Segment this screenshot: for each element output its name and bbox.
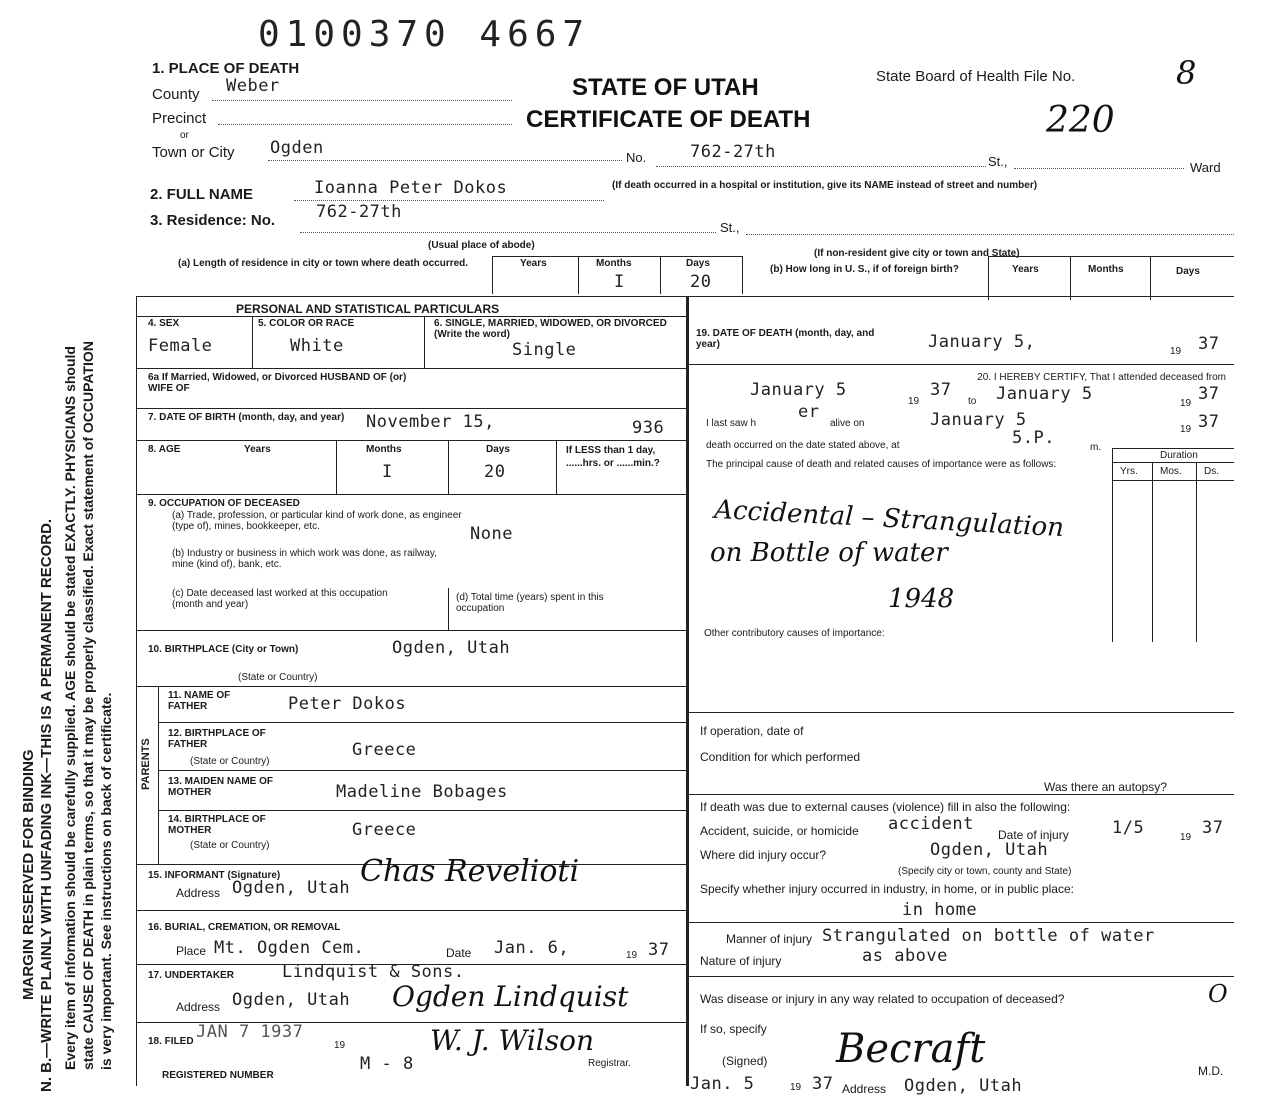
res-months-value: I	[614, 272, 625, 292]
birthplace-label: 10. BIRTHPLACE (City or Town)	[148, 644, 299, 655]
res-days-header: Days	[686, 258, 710, 269]
other-causes-label: Other contributory causes of importance:	[704, 628, 885, 639]
mother-name-label: 13. MAIDEN NAME OF MOTHER	[168, 776, 274, 798]
burial-place-label: Place	[176, 944, 207, 958]
if-less-label: If LESS than 1 day, ......hrs. or ......min.?	[566, 445, 660, 469]
filed-year-prefix: 19	[334, 1040, 346, 1051]
alive-year-value: 37	[1198, 412, 1220, 432]
age-years-label: Years	[244, 444, 271, 455]
attended-to-label: to	[968, 396, 977, 407]
injury-place-value: Ogden, Utah	[930, 840, 1049, 860]
duration-ds-header: Ds.	[1204, 466, 1219, 477]
undertaker-signature: Ogden Lindquist	[392, 980, 629, 1013]
town-label: Town or City	[152, 144, 235, 161]
undertaker-label: 17. UNDERTAKER	[148, 970, 234, 981]
town-value: Ogden	[270, 138, 324, 158]
street-number-value: 762-27th	[690, 142, 776, 162]
mother-birthplace-value: Greece	[352, 820, 417, 840]
res-months-header: Months	[596, 258, 632, 269]
length-residence-label: (a) Length of residence in city or town where death occurred.	[178, 258, 469, 269]
undertaker-value: Lindquist & Sons.	[282, 962, 465, 982]
injury-date-value: 1/5	[1112, 818, 1145, 838]
res-years-header: Years	[520, 258, 547, 269]
margin-instructions-line3: is very important. See instructions on back of certificate.	[98, 692, 114, 1070]
alive-year-prefix: 19	[1180, 424, 1192, 435]
cause-line-1: Accidental – Strangulation	[713, 494, 1065, 544]
age-months-label: Months	[366, 444, 402, 455]
death-occurred-label: death occurred on the date stated above, at	[706, 440, 900, 451]
birthplace-value: Ogden, Utah	[392, 638, 511, 658]
attended-from-year: 37	[930, 380, 952, 400]
death-year-prefix: 19	[1170, 346, 1182, 357]
birthplace-state-label: (State or Country)	[238, 672, 318, 683]
attended-to-value: January 5	[996, 384, 1093, 404]
street-label: St.,	[988, 154, 1008, 169]
sign-year-prefix: 19	[790, 1082, 802, 1093]
mother-birthplace-label: 14. BIRTHPLACE OF MOTHER	[168, 814, 266, 836]
sex-label: 4. SEX	[148, 318, 180, 329]
signed-label: (Signed)	[722, 1054, 768, 1068]
autopsy-label: Was there an autopsy?	[1044, 780, 1167, 794]
us-days-header: Days	[1176, 266, 1200, 277]
death-year-value: 37	[1198, 334, 1220, 354]
burial-place-value: Mt. Ogden Cem.	[214, 938, 365, 958]
birth-date-label: 7. DATE OF BIRTH (month, day, and year)	[148, 412, 345, 423]
cause-line-2: on Bottle of water	[710, 538, 948, 568]
informant-address-label: Address	[176, 886, 221, 900]
attended-to-year: 37	[1198, 384, 1220, 404]
file-number-value: 8	[1176, 54, 1197, 92]
precinct-label: Precinct	[152, 110, 207, 127]
parents-side-label: PARENTS	[140, 738, 152, 790]
condition-label: Condition for which performed	[700, 750, 861, 764]
registered-number-label: REGISTERED NUMBER	[162, 1070, 274, 1081]
informant-address-value: Ogden, Utah	[232, 878, 351, 898]
sex-value: Female	[148, 336, 213, 356]
registration-number-value: 220	[1046, 100, 1115, 141]
sign-date-value: Jan. 5	[690, 1074, 755, 1094]
occupation-b-label: (b) Industry or business in which work was done, as railway, mine (kind of), bank, etc.	[172, 548, 437, 570]
undertaker-address-value: Ogden, Utah	[232, 990, 351, 1010]
father-state-label: (State or Country)	[190, 756, 270, 767]
informant-label: 15. INFORMANT (Signature)	[148, 870, 281, 881]
duration-header: Duration	[1160, 450, 1198, 461]
md-label: M.D.	[1198, 1064, 1224, 1078]
us-months-header: Months	[1088, 264, 1124, 275]
registrar-label: Registrar.	[588, 1058, 631, 1069]
how-long-us-label: (b) How long in U. S., if of foreign birth?	[770, 264, 959, 275]
occupation-c-label: (c) Date deceased last worked at this occupation (month and year)	[172, 588, 388, 610]
nature-value: as above	[862, 946, 948, 966]
hospital-note: (If death occurred in a hospital or institution, give its NAME instead of street and number)	[612, 180, 1038, 191]
specify-where-label: Specify whether injury occurred in industry, in home, or in public place:	[700, 882, 1074, 896]
attended-from-prefix: 19	[908, 396, 920, 407]
color-value: White	[290, 336, 344, 356]
filed-stamp: JAN 7 1937	[196, 1022, 304, 1042]
attended-to-prefix: 19	[1180, 398, 1192, 409]
duration-mos-header: Mos.	[1160, 466, 1182, 477]
state-title: STATE OF UTAH	[572, 74, 759, 101]
residence-street-label: St.,	[720, 220, 740, 235]
certify-label: 20. I HEREBY CERTIFY, That I attended deceased from	[977, 372, 1226, 383]
cause-code: 1948	[888, 584, 955, 614]
related-occupation-label: Was disease or injury in any way related to occupation of deceased?	[700, 992, 1065, 1006]
related-occupation-mark: O	[1208, 980, 1228, 1008]
death-time-suffix: m.	[1090, 442, 1102, 453]
alive-on-label: alive on	[830, 418, 865, 429]
where-injury-label: Where did injury occur?	[700, 848, 827, 862]
street-number-label: No.	[626, 150, 647, 165]
file-number-label: State Board of Health File No.	[876, 68, 1076, 85]
death-time-value: 5.P.	[1012, 428, 1055, 448]
manner-label: Manner of injury	[726, 932, 813, 946]
burial-label: 16. BURIAL, CREMATION, OR REMOVAL	[148, 922, 341, 933]
mother-state-label: (State or Country)	[190, 840, 270, 851]
margin-instructions-line2: state CAUSE OF DEATH in plain terms, so that it may be properly classified. Exact statement of OCCUPATION	[80, 341, 96, 1070]
injury-where-value: in home	[902, 900, 978, 920]
death-date-value: January 5,	[928, 332, 1036, 352]
margin-instructions-line1: Every item of information should be carefully supplied. AGE should be stated EXACTLY. PHYSICIANS should	[62, 346, 78, 1070]
age-days-value: 20	[484, 462, 506, 482]
res-days-value: 20	[690, 272, 712, 292]
father-birthplace-value: Greece	[352, 740, 417, 760]
residence-label: 3. Residence: No.	[150, 212, 276, 229]
occupation-label: 9. OCCUPATION OF DECEASED	[148, 498, 300, 509]
birth-year-value: 936	[632, 418, 665, 438]
certificate-serial-number: 0100370 4667	[258, 14, 591, 55]
us-years-header: Years	[1012, 264, 1039, 275]
occupation-d-label: (d) Total time (years) spent in this occupation	[456, 592, 604, 614]
occupation-value: None	[470, 524, 513, 544]
occupation-a-label: (a) Trade, profession, or particular kind of work done, as engineer (type of), mines, bookkeeper, etc.	[172, 510, 462, 532]
age-label: 8. AGE	[148, 444, 181, 455]
birth-date-value: November 15,	[366, 412, 495, 432]
alive-date-value: January 5	[930, 410, 1027, 430]
father-name-value: Peter Dokos	[288, 694, 407, 714]
personal-particulars-header: PERSONAL AND STATISTICAL PARTICULARS	[236, 302, 500, 316]
ward-label: Ward	[1190, 160, 1221, 175]
or-label: or	[180, 130, 189, 141]
sign-address-label: Address	[842, 1082, 887, 1096]
manner-value: Strangulated on bottle of water	[822, 926, 1155, 946]
margin-binding-note: MARGIN RESERVED FOR BINDING	[20, 749, 37, 1000]
county-value: Weber	[226, 76, 280, 96]
age-months-value: I	[382, 462, 393, 482]
father-name-label: 11. NAME OF FATHER	[168, 690, 231, 712]
registrar-signature: W. J. Wilson	[430, 1024, 594, 1057]
nonresident-note: (If non-resident give city or town and State)	[814, 248, 1020, 259]
operation-label: If operation, date of	[700, 724, 804, 738]
margin-permanent-record-note: N. B.—WRITE PLAINLY WITH UNFADING INK—THIS IS A PERMANENT RECORD.	[38, 518, 55, 1092]
certificate-title: CERTIFICATE OF DEATH	[526, 106, 811, 133]
filed-label: 18. FILED	[148, 1036, 194, 1047]
father-birthplace-label: 12. BIRTHPLACE OF FATHER	[168, 728, 266, 750]
usual-abode-note: (Usual place of abode)	[428, 240, 535, 251]
undertaker-address-label: Address	[176, 1000, 221, 1014]
residence-value: 762-27th	[316, 202, 402, 222]
burial-year-value: 37	[648, 940, 670, 960]
death-date-label: 19. DATE OF DEATH (month, day, and year)	[696, 328, 875, 350]
marital-label: 6. SINGLE, MARRIED, WIDOWED, OR DIVORCED (Write the word)	[434, 318, 667, 340]
county-label: County	[152, 86, 200, 103]
doctor-signature: Becraft	[836, 1026, 986, 1072]
color-label: 5. COLOR OR RACE	[258, 318, 355, 329]
informant-signature: Chas Revelioti	[360, 854, 580, 889]
cause-intro-label: The principal cause of death and related causes of importance were as follows:	[706, 459, 1057, 470]
accident-value: accident	[888, 814, 974, 834]
full-name-label: 2. FULL NAME	[150, 186, 254, 203]
last-saw-suffix: er	[798, 402, 820, 422]
injury-year-prefix: 19	[1180, 832, 1192, 843]
attended-from-value: January 5	[750, 380, 847, 400]
burial-date-label: Date	[446, 946, 472, 960]
marital-value: Single	[512, 340, 577, 360]
if-so-specify-label: If so, specify	[700, 1022, 767, 1036]
age-days-label: Days	[486, 444, 510, 455]
nature-label: Nature of injury	[700, 954, 782, 968]
duration-yrs-header: Yrs.	[1120, 466, 1138, 477]
sign-address-value: Ogden, Utah	[904, 1076, 1023, 1096]
spouse-label: 6a If Married, Widowed, or Divorced HUSBAND OF (or) WIFE OF	[148, 372, 407, 394]
external-causes-label: If death was due to external causes (violence) fill in also the following:	[700, 800, 1071, 814]
place-of-death-label: 1. PLACE OF DEATH	[152, 60, 300, 77]
mother-name-value: Madeline Bobages	[336, 782, 508, 802]
burial-date-value: Jan. 6,	[494, 938, 570, 958]
full-name-value: Ioanna Peter Dokos	[314, 178, 508, 198]
registered-number-value: M - 8	[360, 1054, 414, 1074]
specify-city-note: (Specify city or town, county and State)	[898, 866, 1072, 877]
injury-year-value: 37	[1202, 818, 1224, 838]
burial-year-prefix: 19	[626, 950, 638, 961]
sign-year-value: 37	[812, 1074, 834, 1094]
last-saw-label: I last saw h	[706, 418, 757, 429]
date-of-injury-label: Date of injury	[998, 828, 1069, 842]
accident-label: Accident, suicide, or homicide	[700, 824, 859, 838]
